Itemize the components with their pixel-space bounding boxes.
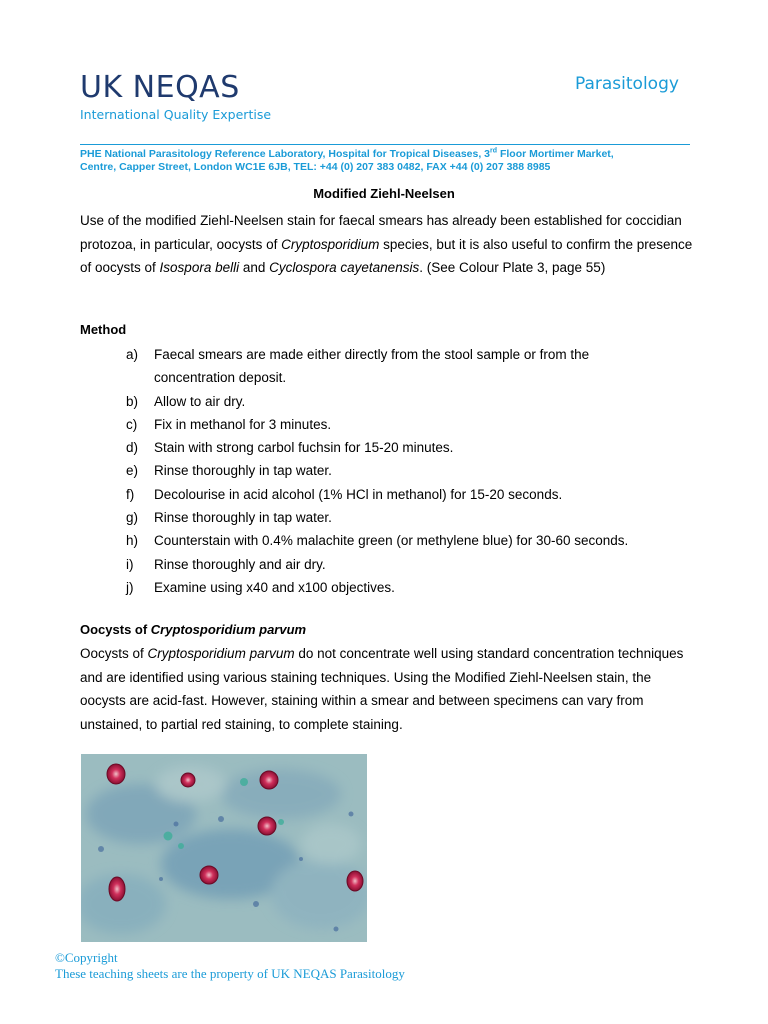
method-step	[80, 436, 700, 459]
address-line2: Centre, Capper Street, London WC1E 6JB, TEL: +44 (0) 207 383 0482, FAX +44 (0) 207 388 8985	[80, 160, 551, 173]
oocysts-paragraph: Oocysts of Cryptosporidium parvum do not concentrate well using standard concentration techniques and are identified using various staining techniques. Using the Modified Ziehl-Neelsen stain, the oocysts are acid-fast. However, staining within a smear and between specimens can vary from unstained, to partial red staining, to complete staining.	[80, 646, 684, 732]
step-letter: i)	[126, 556, 134, 572]
method-heading: Method	[80, 322, 127, 337]
method-step	[80, 459, 700, 482]
step-text: Rinse thoroughly and air dry.	[154, 556, 326, 572]
department-title: Parasitology	[575, 74, 679, 94]
term-cryptosporidium: Cryptosporidium	[281, 236, 380, 252]
method-steps	[80, 343, 700, 599]
term-cyclospora: Cyclospora cayetanensis	[269, 260, 420, 275]
address-line1-b: Floor Mortimer Market,	[497, 148, 614, 160]
method-step	[80, 413, 700, 436]
term-cryptosporidium-parvum: Cryptosporidium parvum	[147, 646, 295, 661]
step-text: Faecal smears are made either directly from the stool sample or from the concentration deposit.	[154, 347, 590, 386]
micrograph-image	[81, 754, 367, 942]
lab-address	[80, 148, 700, 173]
footer-copyright: ©Copyright	[55, 950, 118, 965]
logo-tagline: International Quality Expertise	[80, 107, 272, 122]
step-letter: c)	[126, 416, 138, 432]
method-step	[80, 553, 700, 576]
method-step	[80, 483, 700, 506]
step-letter: g)	[126, 510, 139, 526]
step-letter: f)	[126, 486, 135, 502]
step-letter: h)	[126, 533, 139, 549]
uk-neqas-logo: UK NEQAS	[80, 70, 240, 105]
step-text: Decolourise in acid alcohol (1% HCl in methanol) for 15-20 seconds.	[154, 486, 563, 502]
document-title: Modified Ziehl-Neelsen	[313, 186, 455, 201]
step-letter: d)	[126, 440, 139, 456]
method-step	[80, 390, 700, 413]
method-step	[80, 506, 700, 529]
step-text: Stain with strong carbol fuchsin for 15-20 minutes.	[154, 440, 454, 456]
intro-paragraph: Use of the modified Ziehl-Neelsen stain for faecal smears has already been established for coccidian protozoa, in particular, oocysts of Cryptosporidium species, but it is also useful to confirm the presence of oocysts of Isospora belli and Cyclospora cayetanensis. (See Colour Plate 3, page 55)	[80, 213, 693, 275]
step-text: Allow to air dry.	[154, 393, 246, 409]
method-step	[80, 343, 700, 390]
address-sup: rd	[490, 147, 498, 155]
step-letter: j)	[126, 579, 134, 595]
method-step	[80, 576, 700, 599]
address-line1-a: PHE National Parasitology Reference Laboratory, Hospital for Tropical Diseases, 3	[80, 148, 491, 160]
footer-property-notice: These teaching sheets are the property of UK NEQAS Parasitology	[55, 966, 405, 981]
step-text: Fix in methanol for 3 minutes.	[154, 416, 332, 432]
step-letter: a)	[126, 347, 139, 362]
step-text: Counterstain with 0.4% malachite green (or methylene blue) for 30-60 seconds.	[154, 533, 629, 549]
step-text: Rinse thoroughly in tap water.	[154, 463, 332, 479]
term-isospora-belli: Isospora belli	[159, 260, 240, 275]
step-text: Rinse thoroughly in tap water.	[154, 510, 332, 526]
method-step	[80, 529, 700, 552]
step-text: Examine using x40 and x100 objectives.	[154, 579, 395, 595]
oocysts-heading: Oocysts of Cryptosporidium parvum	[80, 622, 307, 637]
header-divider	[80, 144, 690, 145]
step-letter: b)	[126, 393, 139, 409]
micrograph-illustration	[81, 754, 367, 942]
step-letter: e)	[126, 463, 139, 479]
